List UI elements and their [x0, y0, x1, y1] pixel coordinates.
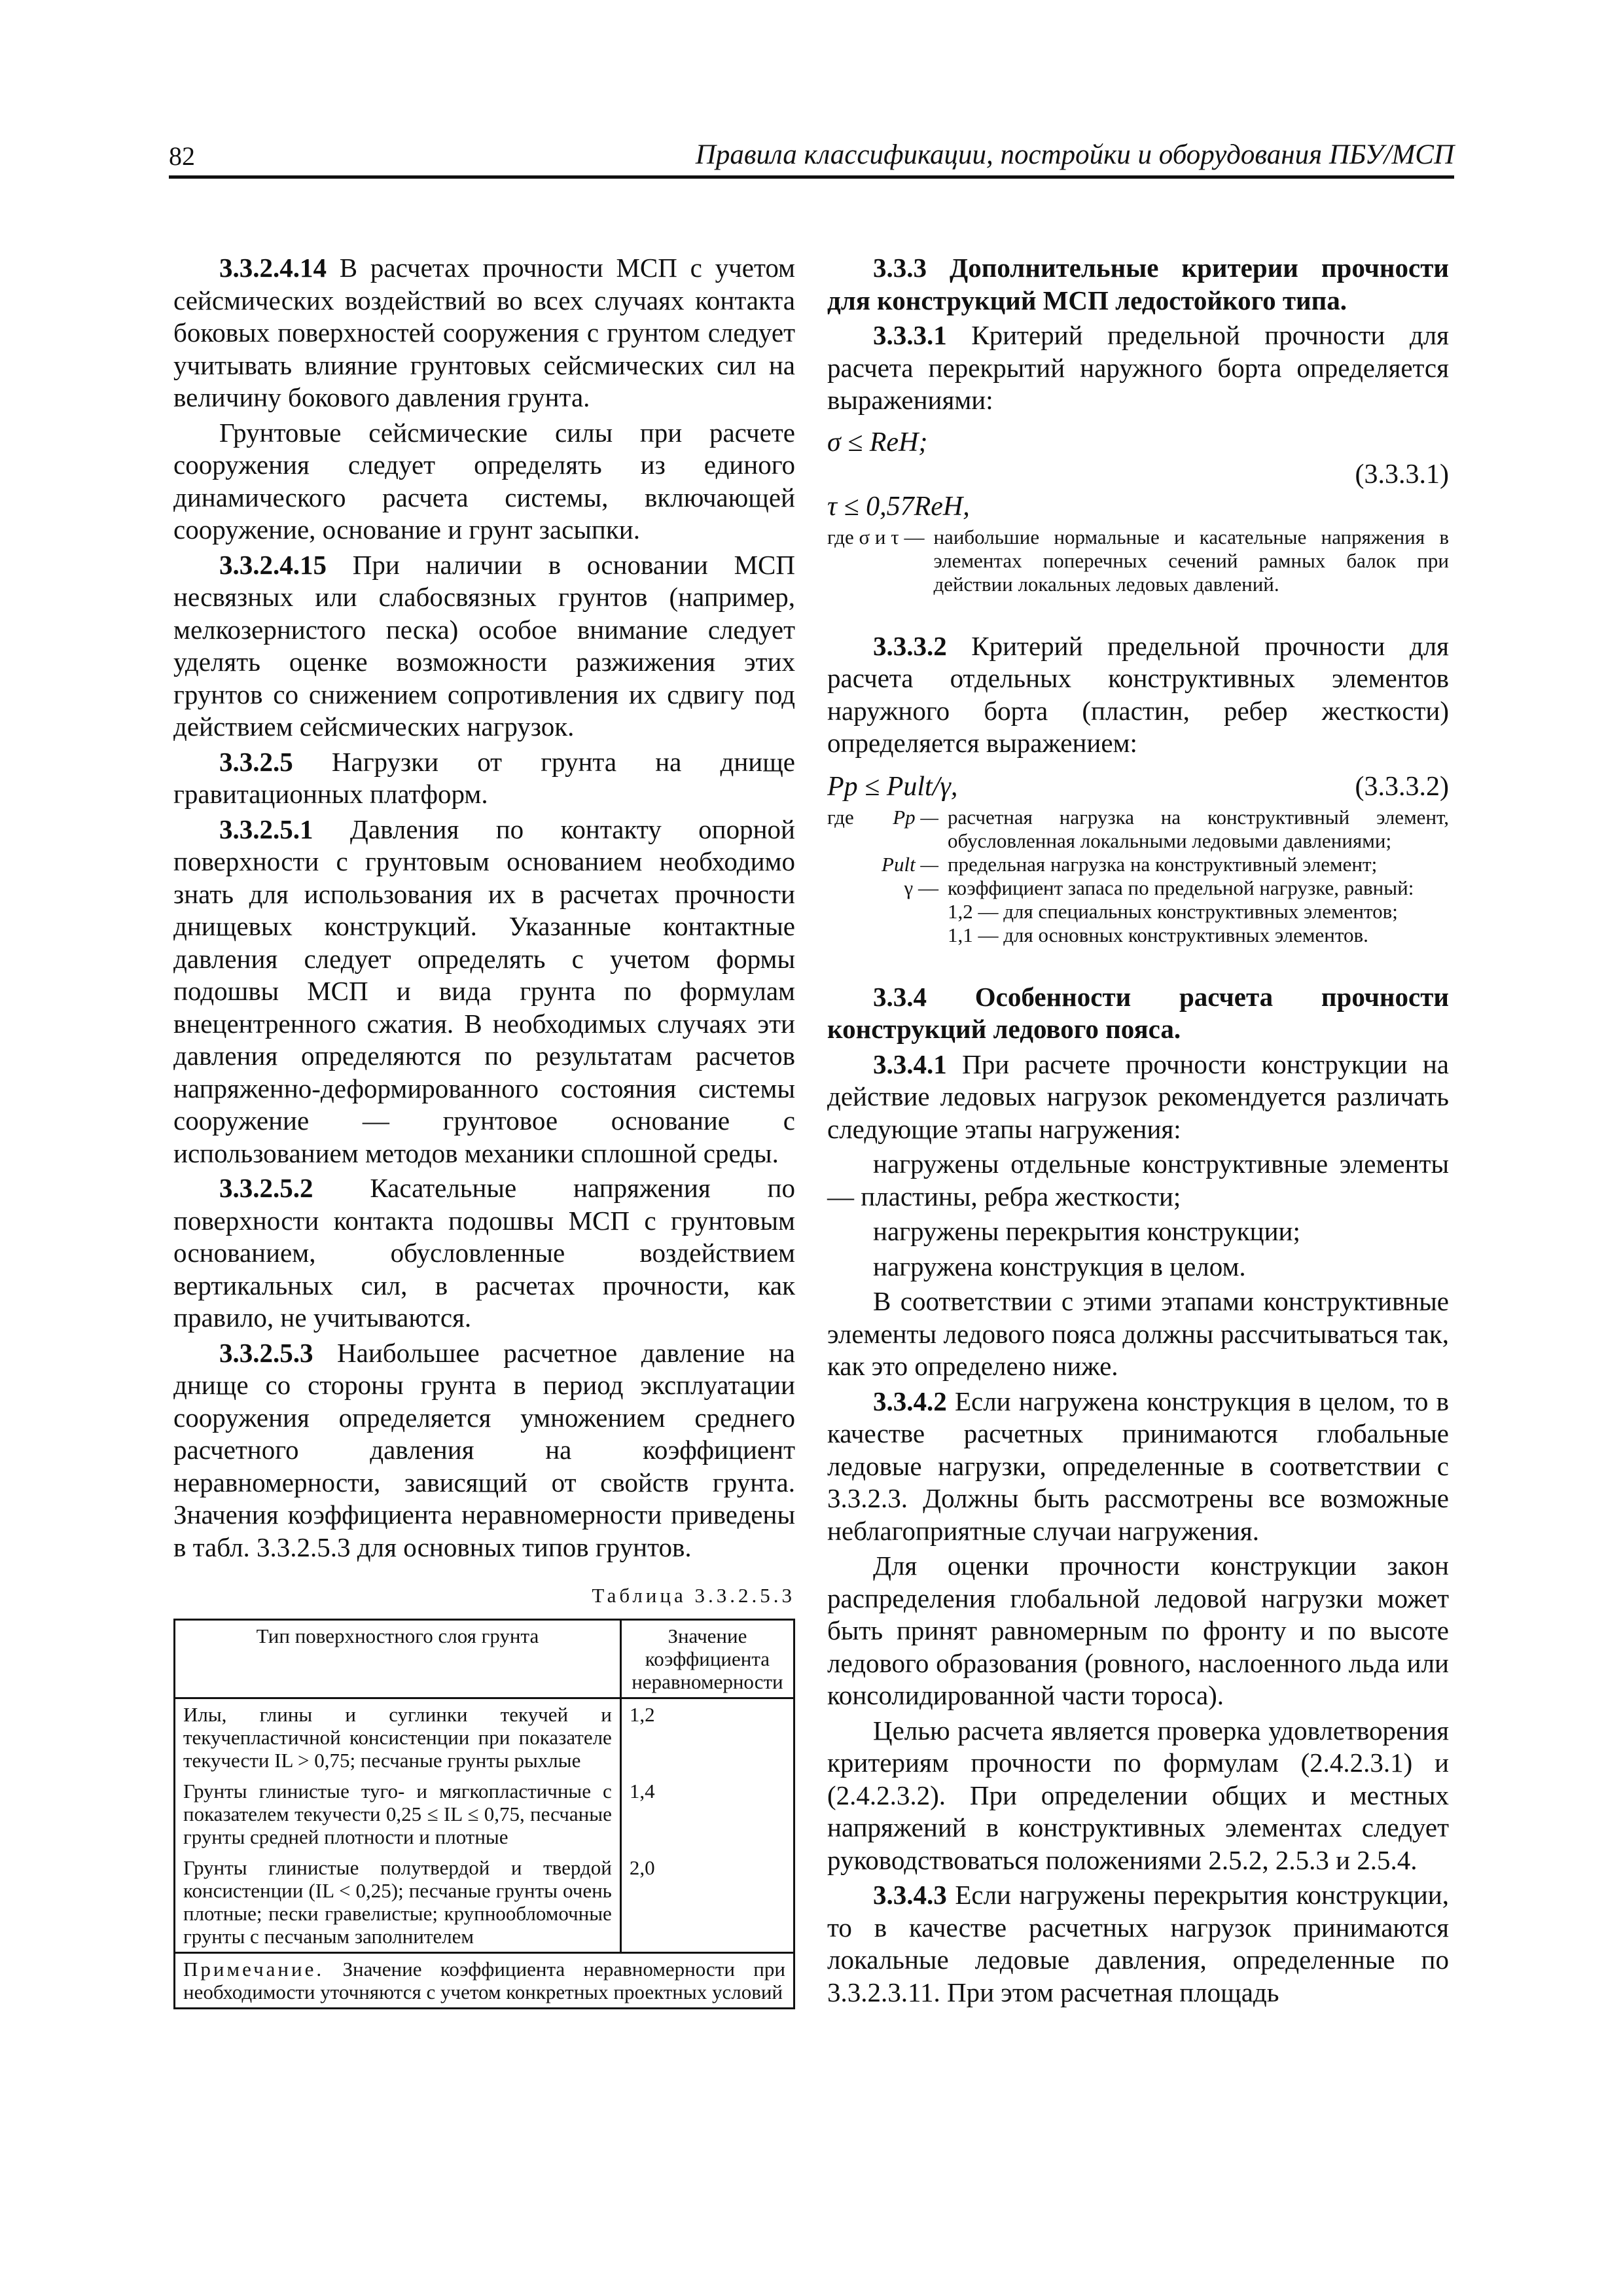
formula-number-3-3-3-1: (3.3.3.1) [1355, 459, 1449, 490]
left-column [173, 252, 795, 2009]
paragraph-3-3-2-5-2: 3.3.2.5.2 Касательные напряжения по поверхности контакта подошвы МСП с грунтовым основанием, обусловленные воздействием вертикальных сил, в расчетах прочности, как правило, не учитываются. [173, 1173, 795, 1333]
paragraph-seismic-forces: Грунтовые сейсмические силы при расчете сооружения следует определять из единого динамического расчета системы, включающей сооружение, основание и грунт засыпки. [173, 417, 795, 545]
page-number: 82 [169, 141, 195, 171]
formula-sigma: σ ≤ ReH; [827, 427, 928, 457]
paragraph-3-3-2-4-15: 3.3.2.4.15 При наличии в основании МСП несвязных или слабосвязных грунтов (например, мелкозернистого песка) особое внимание следует уделять оценке возможности разжижения этих грунтов со снижением сопротивления их сдвигу под действием сейсмических нагрузок. [173, 549, 795, 742]
table-row [175, 1776, 794, 1852]
table-cell-value: 1,4 [620, 1776, 794, 1852]
table-row [175, 1698, 794, 1776]
paragraph-stage-1: нагружены отдельные конструктивные элементы — пластины, ребра жесткости; [827, 1149, 1449, 1211]
heading-3-3-4: 3.3.4 Особенности расчета прочности конструкций ледового пояса. [827, 981, 1449, 1044]
table-cell-type: Илы, глины и суглинки текучей и текучепластичной консистенции при показателе текучести IL > 0,75; песчаные грунты рыхлые [175, 1698, 621, 1776]
paragraph-3-3-4-3: 3.3.4.3 Если нагружены перекрытия конструкции, то в качестве расчетных нагрузок принимаются локальные ледовые давления, определенные по 3.3.2.3.11. При этом расчетная площадь [827, 1880, 1449, 2007]
definition-extra: 1,1 — для основных конструктивных элементов. [948, 923, 1368, 946]
definition-extra: 1,2 — для специальных конструктивных элементов; [948, 899, 1398, 923]
paragraph-3-3-2-5-1: 3.3.2.5.1 Давления по контакту опорной поверхности с грунтовым основанием необходимо знать для использования их в расчетах прочности днищевых конструкций. Указанные контактные давления следует определять с учетом формы подошвы МСП и вида грунта по формулам внецентренного сжатия. В необходимых случаях эти давления определяются по результатам расчетов напряженно-деформированного состояния системы сооружение — грунтовое основание с использованием методов механики сплошной среды. [173, 814, 795, 1168]
definition-row: где Pp — расчетная нагрузка на конструктивный элемент, обусловленная локальными ледовыми давлениями; [827, 805, 1449, 852]
table-note-row [175, 1952, 794, 2008]
formula-number-3-3-3-2: (3.3.3.2) [1355, 771, 1449, 802]
paragraph-load-distribution: Для оценки прочности конструкции закон распределения глобальной ледовой нагрузки может быть принят равномерным по фронту и по высоте ледового образования (ровного, наслоенного льда или консолидированной части тороса). [827, 1551, 1449, 1710]
paragraph-3-3-3-1: 3.3.3.1 Критерий предельной прочности для расчета перекрытий наружного борта определяется выражениями: [827, 320, 1449, 415]
heading-3-3-3: 3.3.3 Дополнительные критерии прочности для конструкций МСП ледостойкого типа. [827, 253, 1449, 315]
paragraph-stages-note: В соответствии с этими этапами конструктивные элементы ледового пояса должны рассчитываться так, как это определено ниже. [827, 1286, 1449, 1381]
definition-row: γ — коэффициент запаса по предельной нагрузке, равный: [904, 876, 1414, 899]
table-cell-value: 2,0 [620, 1852, 794, 1953]
paragraph-3-3-2-4-14: 3.3.2.4.14 В расчетах прочности МСП с учетом сейсмических воздействий во всех случаях контакта боковых поверхностей сооружения с грунтом следует учитывать влияние грунтовых сейсмических сил на величину бокового давления грунта. [173, 253, 795, 412]
paragraph-3-3-2-5-3: 3.3.2.5.3 Наибольшее расчетное давление на днище со стороны грунта в период эксплуатации сооружения определяется умножением среднего расчетного давления на коэффициент неравномерности, зависящий от свойств грунта. Значения коэффициента неравномерности приведены в табл. 3.3.2.5.3 для основных типов грунтов. [173, 1337, 795, 1562]
table-header-soil-type: Тип поверхностного слоя грунта [175, 1619, 621, 1698]
table-cell-type: Грунты глинистые туго- и мягкопластичные с показателем текучести 0,25 ≤ IL ≤ 0,75, песчаные грунты средней плотности и плотные [175, 1776, 621, 1852]
table-header-coefficient: Значение коэффициента неравномерности [620, 1619, 794, 1698]
table-note: Примечание. Значение коэффициента неравномерности при необходимости уточняются с учетом конкретных проектных условий [175, 1952, 794, 2008]
table-caption: Таблица 3.3.2.5.3 [592, 1584, 795, 1607]
formula-tau: τ ≤ 0,57ReH, [827, 491, 970, 522]
paragraph-3-3-4-2: 3.3.4.2 Если нагружена конструкция в целом, то в качестве расчетных принимаются глобальные ледовые нагрузки, определенные в соответствии с 3.3.2.3. Должны быть рассмотрены все возможные неблагоприятные случаи нагружения. [827, 1386, 1449, 1546]
formula-pp: Pp ≤ Pult/γ, (3.3.3.2) [827, 768, 1449, 806]
table-header-row [175, 1619, 794, 1698]
paragraph-calculation-goal: Целью расчета является проверка удовлетворения критериям прочности по формулам (2.4.2.3.1) и (2.4.2.3.2). При определении общих и местных напряжений в конструктивных элементах следует руководствоваться положениями 2.5.2, 2.5.3 и 2.5.4. [827, 1715, 1449, 1875]
paragraph-stage-3: нагружена конструкция в целом. [873, 1251, 1246, 1282]
definition-row: Pult — предельная нагрузка на конструктивный элемент; [882, 852, 1378, 876]
table-row [175, 1852, 794, 1953]
paragraph-stage-2: нагружены перекрытия конструкции; [873, 1216, 1300, 1246]
paragraph-3-3-3-2: 3.3.3.2 Критерий предельной прочности для расчета отдельных конструктивных элементов наружного борта (пластин, ребер жесткости) определяется выражением: [827, 630, 1449, 758]
table-cell-type: Грунты глинистые полутвердой и твердой консистенции (IL < 0,25); песчаные грунты очень плотные; пески гравелистые; крупнообломочные грунты с песчаным заполнителем [175, 1852, 621, 1953]
soil-coefficient-table [173, 1619, 795, 2009]
paragraph-3-3-2-5: 3.3.2.5 Нагрузки от грунта на днище гравитационных платформ. [173, 746, 795, 809]
formula-number-row [827, 461, 1449, 488]
running-title: Правила классификации, постройки и оборудования ПБУ/МСП [695, 139, 1454, 170]
right-column [827, 252, 1449, 2009]
formula-1-where: где σ и τ — наибольшие нормальные и касательные напряжения в элементах поперечных сечений рамных балок при действии локальных ледовых давлений. [827, 525, 1449, 596]
table-cell-value: 1,2 [620, 1698, 794, 1776]
header-rule [169, 175, 1454, 179]
paragraph-3-3-4-1: 3.3.4.1 При расчете прочности конструкции на действие ледовых нагрузок рекомендуется различать следующие этапы нагружения: [827, 1049, 1449, 1144]
